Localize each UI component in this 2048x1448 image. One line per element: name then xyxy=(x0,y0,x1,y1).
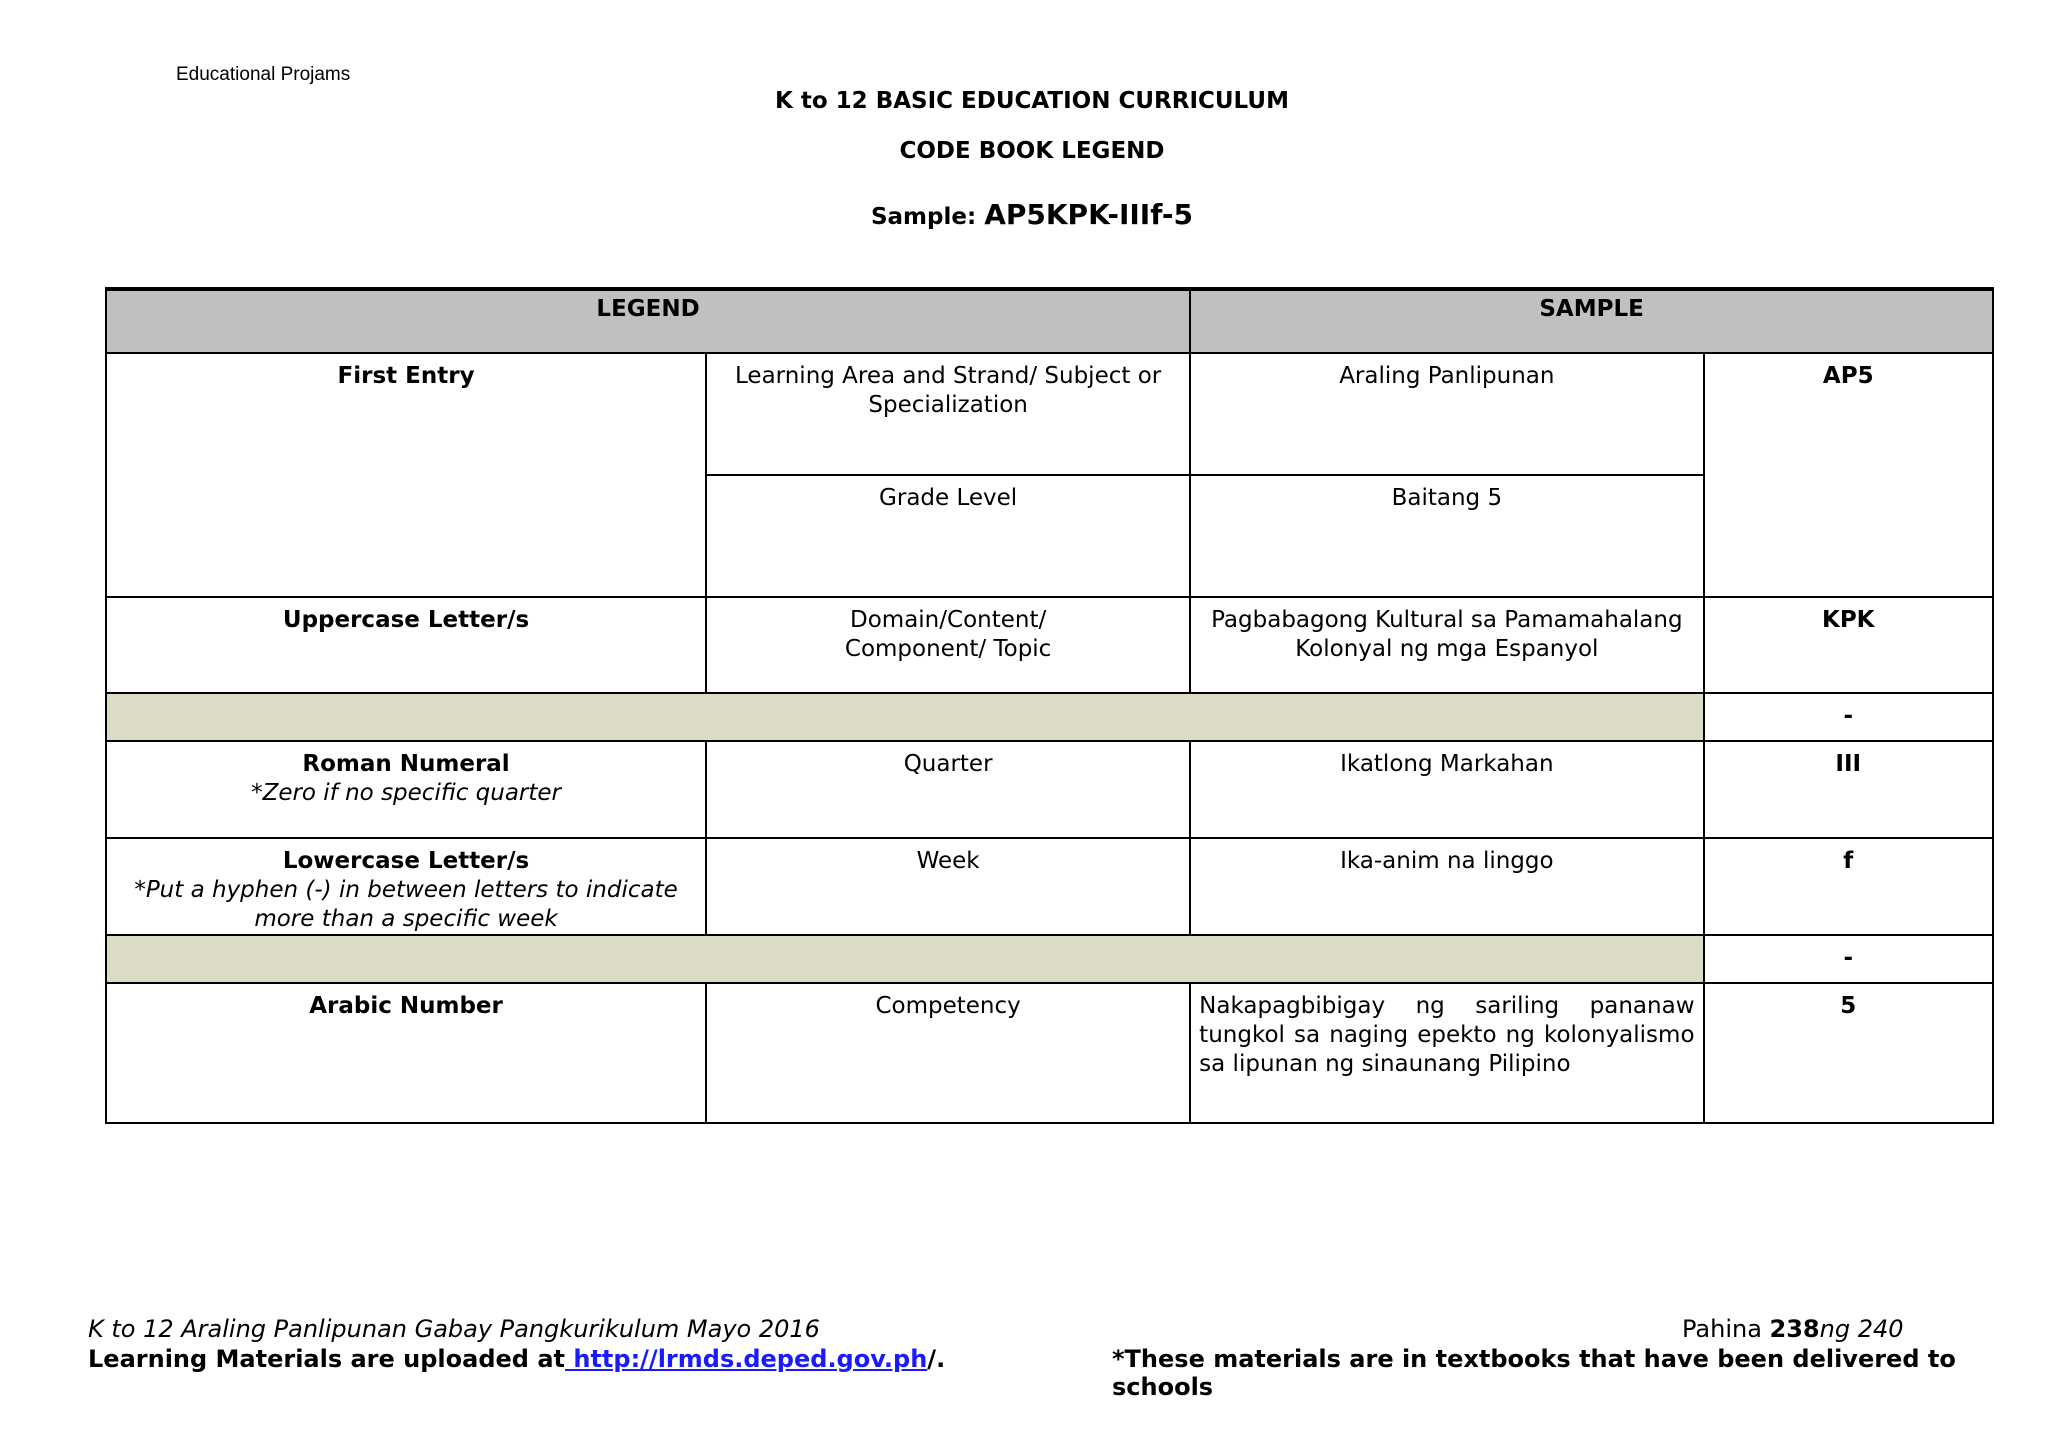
lowercase-label: Lowercase Letter/s xyxy=(282,848,530,874)
competency-code: 5 xyxy=(1704,983,1993,1123)
domain-desc xyxy=(706,597,1190,693)
week-code: f xyxy=(1704,838,1993,935)
roman-numeral-note: *Zero if no specific quarter xyxy=(251,780,562,806)
quarter-desc: Quarter xyxy=(706,741,1190,838)
roman-numeral-cell xyxy=(106,741,706,838)
page-total: ng 240 xyxy=(1819,1315,1904,1343)
code-book-legend-table xyxy=(105,287,1994,1124)
table-row xyxy=(106,838,1993,935)
legend-column-header: LEGEND xyxy=(106,289,1190,353)
arabic-number-label: Arabic Number xyxy=(106,983,706,1123)
domain-sample: Pagbabagong Kultural sa Pamamahalang Kolonyal ng mga Espanyol xyxy=(1190,597,1703,693)
page-title: K to 12 BASIC EDUCATION CURRICULUM xyxy=(775,88,1289,114)
sample-code: AP5KPK-IIIf-5 xyxy=(984,198,1194,231)
week-sample: Ika-anim na linggo xyxy=(1190,838,1703,935)
lrmds-link[interactable]: http://lrmds.deped.gov.ph xyxy=(565,1345,928,1373)
page-subtitle: CODE BOOK LEGEND xyxy=(899,138,1165,164)
domain-desc-line1: Domain/Content/ xyxy=(850,607,1047,633)
separator-row xyxy=(106,935,1993,983)
sample-column-header: SAMPLE xyxy=(1190,289,1993,353)
first-entry-label: First Entry xyxy=(106,353,706,597)
lowercase-note: *Put a hyphen (-) in between letters to indicate more than a specific week xyxy=(134,877,678,932)
separator-dash: - xyxy=(1704,693,1993,741)
separator-fill xyxy=(106,693,1704,741)
footer-guide-title: K to 12 Araling Panlipunan Gabay Pangkurikulum Mayo 2016 xyxy=(88,1315,820,1343)
learning-area-desc: Learning Area and Strand/ Subject or Specialization xyxy=(706,353,1190,475)
separator-dash: - xyxy=(1704,935,1993,983)
week-desc: Week xyxy=(706,838,1190,935)
quarter-code: III xyxy=(1704,741,1993,838)
sample-label: Sample: xyxy=(870,204,977,230)
roman-numeral-label: Roman Numeral xyxy=(302,751,510,777)
separator-fill xyxy=(106,935,1704,983)
learning-area-sample: Araling Panlipunan xyxy=(1190,353,1703,475)
table-row xyxy=(106,597,1993,693)
grade-level-desc: Grade Level xyxy=(706,475,1190,597)
page-number xyxy=(1682,1315,1904,1343)
lowercase-cell xyxy=(106,838,706,935)
page-current: 238 xyxy=(1769,1315,1820,1343)
footer-upload-end: /. xyxy=(927,1345,946,1373)
competency-sample: Nakapagbibigay ng sariling pananaw tungkol sa naging epekto ng kolonyalismo sa lipunan ng sinaunang Pilipino xyxy=(1190,983,1703,1123)
watermark-text: Educational Projams xyxy=(176,64,351,85)
footer-upload-line xyxy=(88,1345,945,1373)
table-row xyxy=(106,983,1993,1123)
table-row xyxy=(106,353,1993,475)
uppercase-label: Uppercase Letter/s xyxy=(106,597,706,693)
table-row xyxy=(106,741,1993,838)
sample-heading xyxy=(0,198,2048,231)
separator-row xyxy=(106,693,1993,741)
grade-level-sample: Baitang 5 xyxy=(1190,475,1703,597)
footer-upload-text: Learning Materials are uploaded at xyxy=(88,1345,565,1373)
page-label: Pahina xyxy=(1682,1315,1770,1343)
first-entry-code: AP5 xyxy=(1704,353,1993,597)
domain-desc-line2: Component/ Topic xyxy=(844,636,1052,662)
footer-note: *These materials are in textbooks that have been delivered to schools xyxy=(1112,1345,1956,1401)
competency-desc: Competency xyxy=(706,983,1190,1123)
quarter-sample: Ikatlong Markahan xyxy=(1190,741,1703,838)
domain-code: KPK xyxy=(1704,597,1993,693)
